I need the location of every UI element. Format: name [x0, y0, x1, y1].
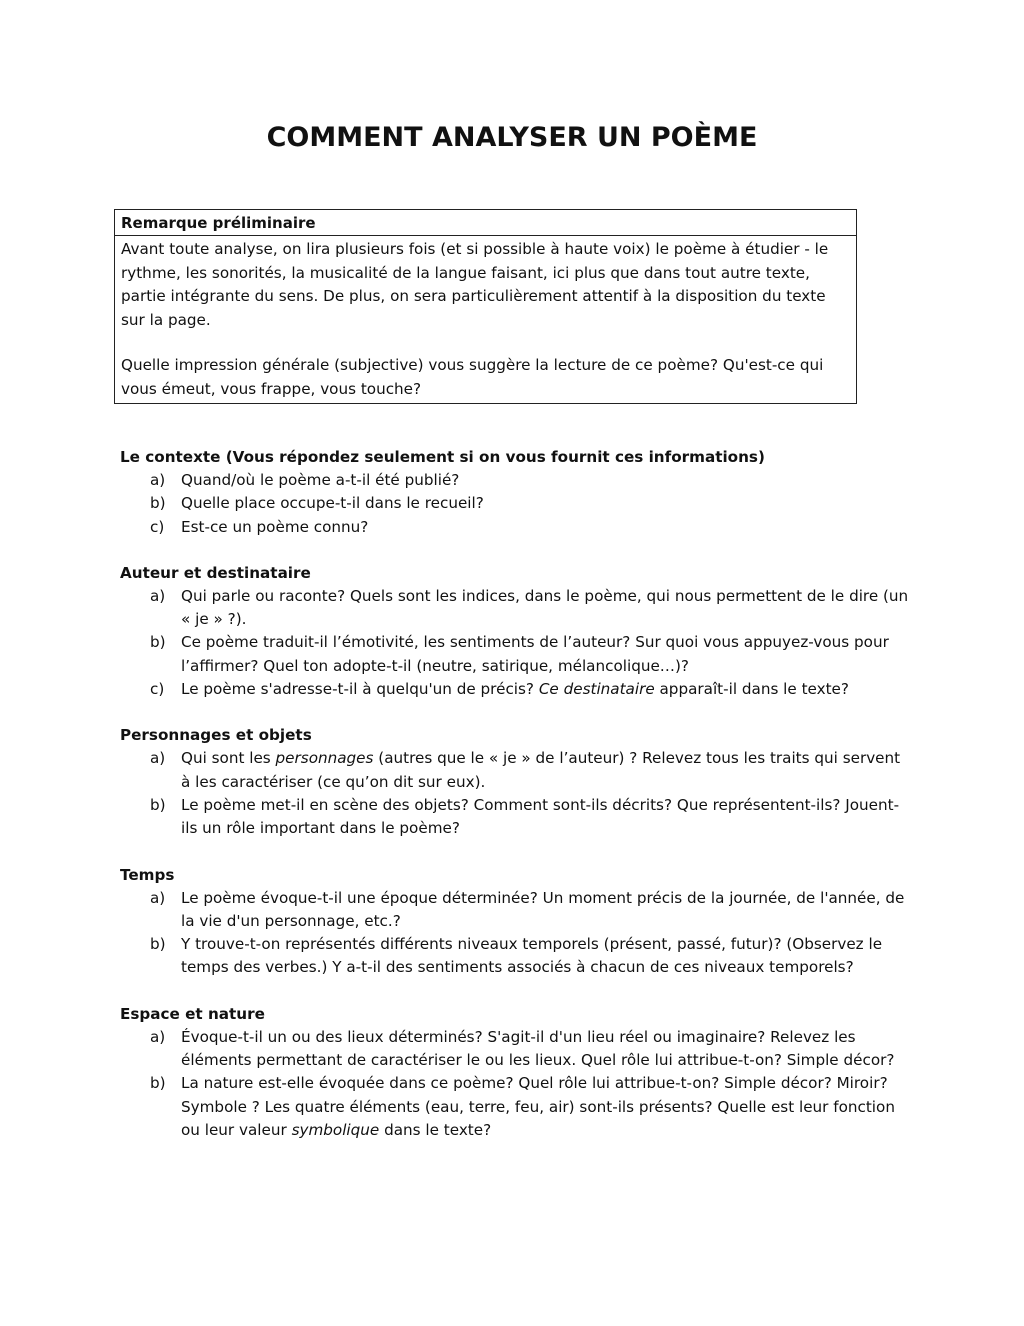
list-marker: a)	[150, 888, 166, 907]
list-marker: b)	[150, 935, 166, 954]
list-marker: b)	[150, 633, 166, 652]
list-item-text: Le poème évoque-t-il une époque déterminée? Un moment précis de la journée, de l'année, de la vie d'un personnage, etc.?	[181, 888, 905, 930]
list-item	[120, 747, 910, 794]
text-after: (autres que le « je » de l’auteur) ? Relevez tous les traits qui servent à les caractériser (ce qu’on dit sur eux).	[181, 749, 901, 791]
list-marker: c)	[150, 680, 165, 699]
question-list	[120, 585, 910, 701]
section-personnages	[120, 724, 910, 840]
list-item-text: Qui parle ou raconte? Quels sont les indices, dans le poème, qui nous permettent de le dire (un « je » ?).	[181, 586, 909, 629]
list-item-text: Le poème met-il en scène des objets? Comment sont-ils décrits? Que représentent-ils? Jouent-ils un rôle important dans le poème?	[181, 795, 900, 838]
section-contexte	[120, 446, 910, 539]
question-list	[120, 747, 910, 840]
list-item	[120, 469, 910, 492]
list-item-text: Quand/où le poème a-t-il été publié?	[181, 471, 460, 489]
list-marker: a)	[150, 1027, 166, 1046]
list-marker: c)	[150, 517, 165, 536]
list-marker: b)	[150, 494, 166, 513]
text-before: La nature est-elle évoquée dans ce poème? Quel rôle lui attribue-t-on? Simple décor? Miroir? Symbole ? Les quatre éléments (eau, terre, feu, air) sont-ils présents? Quelle est leur fonction ou leur valeur	[181, 1074, 895, 1139]
list-marker: a)	[150, 749, 166, 768]
remark-paragraph-1: Avant toute analyse, on lira plusieurs fois (et si possible à haute voix) le poème à étudier - le rythme, les sonorités, la musicalité de la langue faisant, ici plus que dans tout autre texte, partie intégrante du sens. De plus, on sera particulièrement attentif à la disposition du texte sur la page.	[121, 240, 829, 329]
text-after: apparaît-il dans le texte?	[654, 680, 849, 699]
list-marker: b)	[150, 795, 166, 814]
text-before: Le poème s'adresse-t-il à quelqu'un de précis?	[181, 680, 539, 699]
section-auteur	[120, 562, 910, 701]
list-item	[120, 631, 910, 678]
list-marker: b)	[150, 1074, 166, 1093]
section-heading: Auteur et destinataire	[120, 563, 311, 582]
emphasis-text: symbolique	[291, 1120, 380, 1139]
section-heading: Espace et nature	[120, 1004, 265, 1023]
list-marker: a)	[150, 586, 166, 605]
question-list	[120, 887, 910, 980]
page-title: COMMENT ANALYSER UN POÈME	[266, 122, 758, 153]
section-heading: Personnages et objets	[120, 726, 312, 745]
list-item	[120, 585, 910, 632]
list-item-text: Est-ce un poème connu?	[181, 517, 369, 536]
list-item	[120, 1026, 910, 1073]
list-marker: a)	[150, 471, 166, 489]
list-item	[120, 794, 910, 841]
remark-heading: Remarque préliminaire	[115, 210, 856, 236]
list-item-text	[181, 1072, 910, 1142]
list-item-text: Évoque-t-il un ou des lieux déterminés? S'agit-il d'un lieu réel ou imaginaire? Relevez les éléments permettant de caractériser le ou les lieux. Quel rôle lui attribue-t-on? Simple décor?	[181, 1027, 895, 1070]
list-item-text: Ce poème traduit-il l’émotivité, les sentiments de l’auteur? Sur quoi vous appuyez-vous pour l’affirmer? Quel ton adopte-t-il (neutre, satirique, mélancolique…)?	[181, 633, 889, 675]
emphasis-text: Ce destinataire	[538, 680, 655, 699]
text-after: dans le texte?	[379, 1120, 492, 1139]
section-heading: Le contexte (Vous répondez seulement si on vous fournit ces informations)	[120, 448, 765, 466]
text-before: Qui sont les	[181, 749, 276, 768]
list-item-text	[181, 747, 910, 794]
list-item	[120, 492, 910, 515]
list-item-text: Quelle place occupe-t-il dans le recueil?	[181, 494, 484, 513]
list-item	[120, 933, 910, 980]
list-item	[120, 678, 910, 701]
remark-box	[114, 209, 857, 404]
list-item-text	[181, 678, 910, 701]
remark-body	[115, 236, 856, 403]
sections	[120, 446, 910, 1165]
question-list	[120, 1026, 910, 1142]
list-item	[120, 1072, 910, 1142]
section-heading: Temps	[120, 865, 175, 884]
remark-paragraph-2: Quelle impression générale (subjective) vous suggère la lecture de ce poème? Qu'est-ce qui vous émeut, vous frappe, vous touche?	[121, 356, 824, 398]
section-espace	[120, 1003, 910, 1142]
question-list	[120, 469, 910, 539]
list-item-text: Y trouve-t-on représentés différents niveaux temporels (présent, passé, futur)? (Observez le temps des verbes.) Y a-t-il des sentiments associés à chacun de ces niveaux temporels?	[181, 935, 883, 977]
section-temps	[120, 864, 910, 980]
list-item	[120, 887, 910, 934]
emphasis-text: personnages	[275, 749, 374, 768]
list-item	[120, 516, 910, 539]
